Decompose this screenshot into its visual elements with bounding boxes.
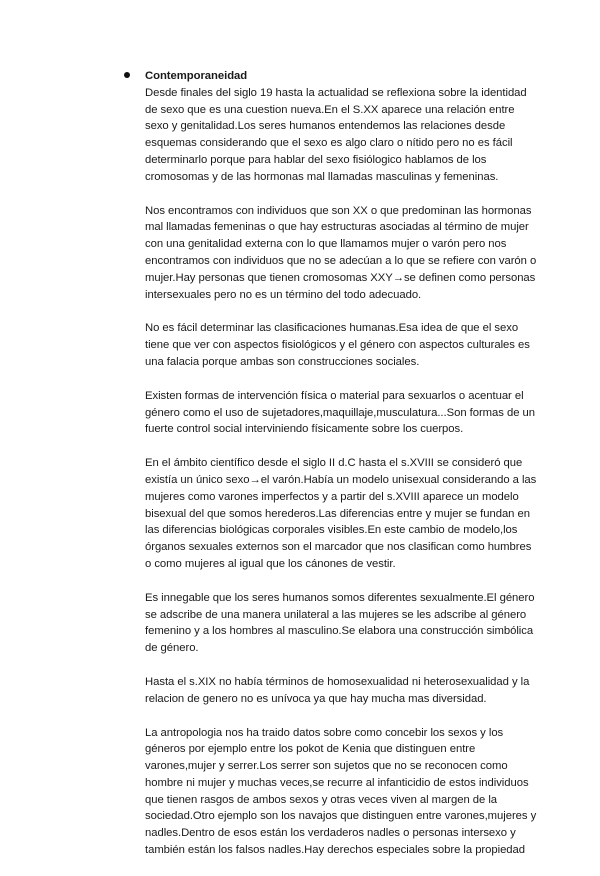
- paragraph: No es fácil determinar las clasificaciones humanas.Esa idea de que el sexo tiene que ver con aspectos fisiológicos y el género con aspectos culturales es una falacia porque ambas son construcciones sociales.: [145, 322, 530, 368]
- document-body: [145, 68, 537, 876]
- paragraph: Hasta el s.XIX no había términos de homosexualidad ni heterosexualidad y la relacion de genero no es unívoca ya que hay mucha mas diversidad.: [145, 675, 530, 705]
- bullet-point: [124, 72, 130, 78]
- paragraph: La antropologia nos ha traido datos sobre como concebir los sexos y los géneros por ejemplo entre los pokot de Kenia que distinguen entre varones,mujer y serrer.Los serrer son sujetos que no se reconocen como hombre ni mujer y muchas veces,se recurre al infanticidio de estos individuos que tienen rasgos de ambos sexos y otras veces viven al margen de la sociedad.Otro ejemplo son los navajos que distinguen entre varones,mujeres y nadles.Dentro de esos están los verdaderos nadles o personas intersexo y también están los falsos nadles.Hay derechos especiales sobre la propiedad: [145, 726, 537, 857]
- paragraph: Existen formas de intervención física o material para sexuarlos o acentuar el género como el uso de sujetadores,maquillaje,musculatura...Son formas de un fuerte control social interviniendo físicamente sobre los cuerpos.: [145, 389, 535, 436]
- paragraph: Es innegable que los seres humanos somos diferentes sexualmente.El género se adscribe de una manera unilateral a las mujeres se les adscribe al género femenino y a los hombres al masculino.Se elabora una construcción simbólica de género.: [145, 591, 535, 655]
- section-heading: Contemporaneidad: [145, 70, 248, 82]
- paragraph: Desde finales del siglo 19 hasta la actualidad se reflexiona sobre la identidad de sexo que es una cuestion nueva.En el S.XX aparece una relación entre sexo y genitalidad.Los seres humanos entendemos las relaciones desde esquemas considerando que el sexo es algo claro o nítido pero no es fácil determinarlo porque para hablar del sexo fisiólogico hablamos de los cromosomas y de las hormonas mal llamadas masculinas y femeninas.: [145, 86, 527, 183]
- paragraph: En el ámbito científico desde el siglo II d.C hasta el s.XVIII se consideró que existía un único sexo→el varón.Había un modelo unisexual considerando a las mujeres como varones imperfectos y a partir del s.XVIII aparece un modelo bisexual del que somos herederos.Las diferencias entre y mujer se fundan en las diferencias biológicas corporales visibles.En este cambio de modelo,los órganos sexuales externos son el marcador que nos clasifican como humbres o como mujeres al igual que los cánones de vestir.: [145, 457, 537, 570]
- paragraph: Nos encontramos con individuos que son XX o que predominan las hormonas mal llamadas femeninas o que hay estructuras asociadas al término de mujer con una genitalidad externa con lo que llamamos mujer o varón pero nos encontramos con individuos que no se adecúan a lo que se refiere con varón o mujer.Hay personas que tienen cromosomas XXY→se definen como personas intersexuales pero no es un término del todo adecuado.: [145, 204, 537, 301]
